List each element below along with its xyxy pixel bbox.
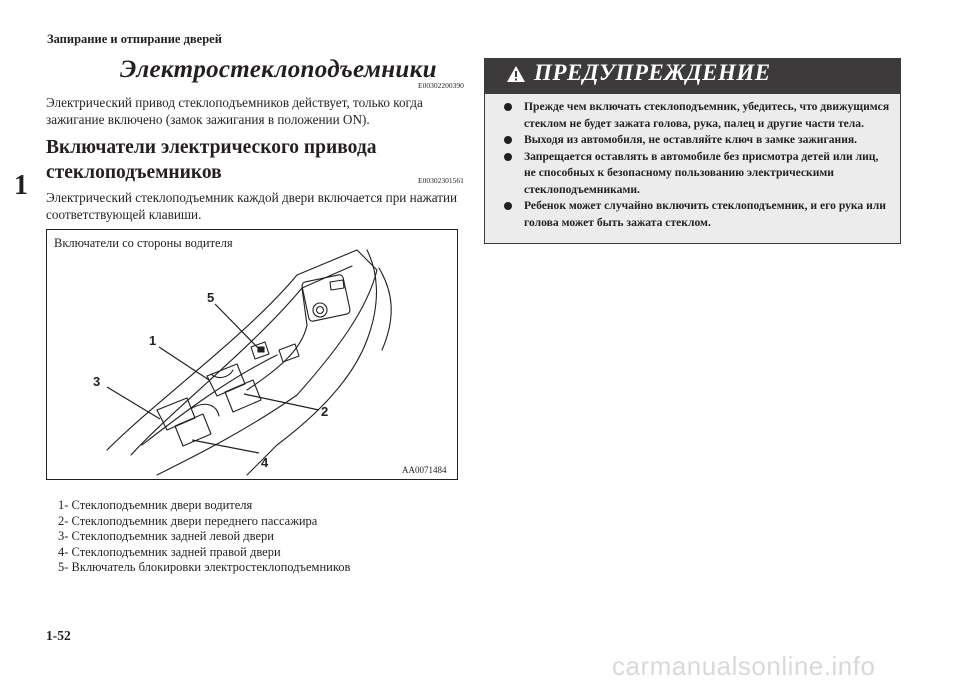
- warning-item-text: Прежде чем включать стеклоподъемник, убедитесь, что движущимся стеклом не будет зажата голова, рука, палец и другие части тела.: [524, 100, 890, 130]
- warning-item: [492, 99, 892, 132]
- warning-title: ПРЕДУПРЕЖДЕНИЕ: [534, 60, 771, 85]
- warning-item-text: Запрещается оставлять в автомобиле без присмотра детей или лиц, не способных к безопасному пользованию электрическими стеклоподъемниками.: [524, 149, 879, 196]
- legend-item: 4- Стеклоподъемник задней правой двери: [58, 544, 281, 559]
- bullet-icon: [504, 153, 512, 161]
- bullet-icon: [504, 136, 512, 144]
- subsection-title: [46, 135, 376, 185]
- section-intro: Электрический привод стеклоподъемников действует, только когда зажигание включено (замок зажигания в положении ON).: [46, 95, 423, 127]
- warning-list: [492, 99, 892, 231]
- legend-item: 2- Стеклоподъемник двери переднего пассажира: [58, 513, 318, 528]
- subsection-text: Электрический стеклоподъемник каждой двери включается при нажатии соответствующей клавиши.: [46, 190, 458, 222]
- warning-item: [492, 132, 892, 149]
- page-number: 1-52: [46, 628, 71, 643]
- bullet-icon: [504, 202, 512, 210]
- legend-item: 3- Стеклоподъемник задней левой двери: [58, 529, 274, 544]
- legend-item: 5- Включатель блокировки электростеклоподъемников: [58, 560, 351, 575]
- section-code: E00302200390: [418, 81, 464, 90]
- chapter-number: 1: [14, 170, 28, 201]
- legend-item: 1- Стеклоподъемник двери водителя: [58, 498, 253, 512]
- figure-legend: [58, 498, 350, 576]
- subsection-title-line2: стеклоподъемников: [46, 162, 222, 183]
- warning-triangle-icon: [506, 65, 526, 83]
- running-header: Запирание и отпирание дверей: [47, 32, 222, 46]
- callout-3: 3: [93, 374, 101, 389]
- warning-item: [492, 198, 892, 231]
- subsection-title-line1: Включатели электрического привода: [46, 137, 377, 158]
- section-title: Электростеклоподъемники: [120, 56, 437, 83]
- warning-item-text: Выходя из автомобиля, не оставляйте ключ в замке зажигания.: [524, 133, 858, 146]
- door-switch-panel-illustration: [47, 230, 457, 479]
- figure-code: AA0071484: [402, 465, 447, 475]
- callout-1: 1: [149, 333, 157, 348]
- watermark: carmanualsonline.info: [612, 651, 876, 681]
- figure-caption: Включатели со стороны водителя: [54, 236, 233, 250]
- callout-5: 5: [207, 290, 215, 305]
- bullet-icon: [504, 103, 512, 111]
- callout-4: 4: [261, 455, 269, 470]
- warning-item-text: Ребенок может случайно включить стеклоподъемник, и его рука или голова может быть зажата стеклом.: [524, 199, 886, 229]
- warning-item: [492, 149, 892, 199]
- subsection-code: E00302301561: [418, 176, 464, 185]
- callout-2: 2: [321, 404, 329, 419]
